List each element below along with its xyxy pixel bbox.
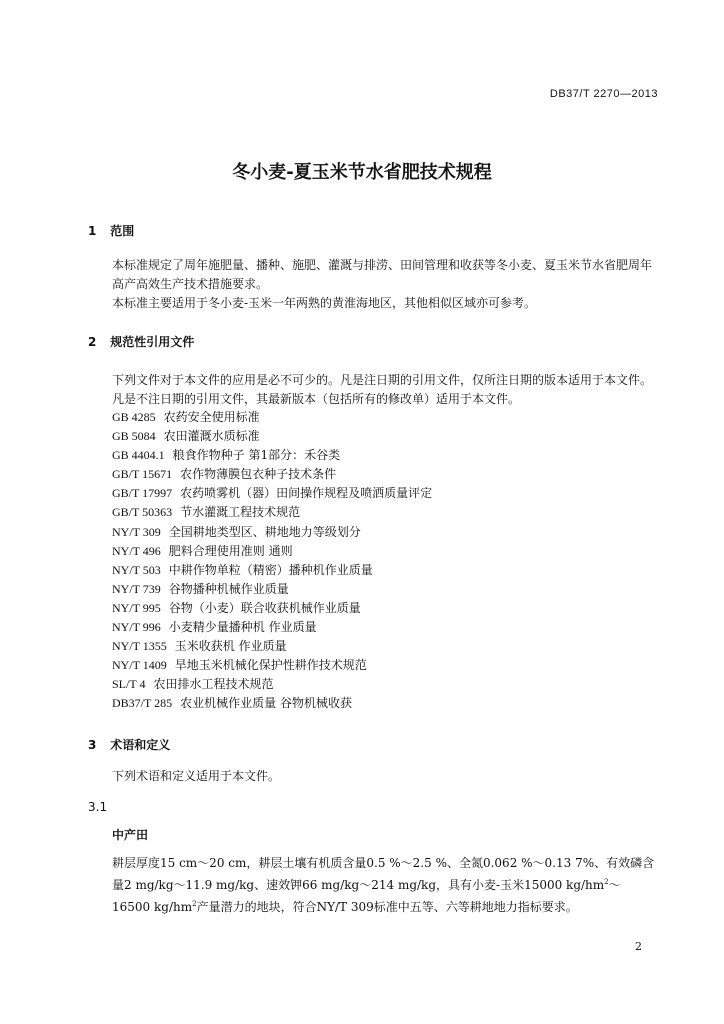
reference-item <box>112 656 432 675</box>
reference-title: 肥料合理使用准则 通则 <box>168 543 293 558</box>
section-3-intro <box>88 767 656 786</box>
reference-code: GB/T 50363 <box>112 505 173 520</box>
paragraph-text: 下列文件对于本文件的应用是必不可少的。凡是注日期的引用文件，仅所注日期的版本适用于本文件。凡是不注日期的引用文件，其最新版本（包括所有的修改单）适用于本文件。 <box>112 373 653 406</box>
definition-part: 产量潜力的地块，符合NY/T 309标准中五等、六等耕地地力指标要求。 <box>196 900 578 914</box>
section-1-paragraph-2 <box>88 294 656 313</box>
reference-item <box>112 694 432 713</box>
reference-code: NY/T 739 <box>112 581 161 596</box>
reference-item <box>112 427 432 446</box>
reference-title: 农作物薄膜包衣种子技术条件 <box>180 467 337 482</box>
reference-item <box>112 484 432 503</box>
reference-title: 农田灌溉水质标准 <box>163 429 260 444</box>
reference-title: 谷物（小麦）联合收获机械作业质量 <box>168 600 361 615</box>
superscript: 2 <box>192 900 197 908</box>
reference-title: 农田排水工程技术规范 <box>153 677 274 692</box>
definition-part: 耕层厚度15 cm～20 cm，耕层土壤有机质含量0.5 %～2.5 %、全氮0.062 %～0.13 7%、有效磷含量2 mg/kg～11.9 mg/kg、速效钾66 mg/kg～214 mg/kg，具有小麦-玉米15000 kg/hm <box>112 856 655 892</box>
reference-code: NY/T 503 <box>112 562 161 577</box>
section-1-heading <box>88 222 134 239</box>
section-number: 2 <box>88 335 97 349</box>
subsection-number: 3.1 <box>88 800 108 814</box>
term-heading: 中产田 <box>112 828 149 842</box>
reference-code: NY/T 309 <box>112 524 161 539</box>
reference-item <box>112 465 432 484</box>
reference-code: NY/T 1355 <box>112 639 167 654</box>
reference-code: GB/T 17997 <box>112 486 173 501</box>
reference-item <box>112 599 432 618</box>
paragraph-text: 下列术语和定义适用于本文件。 <box>112 769 281 783</box>
standard-code: DB37/T 2270—2013 <box>549 88 658 100</box>
normative-references-list <box>112 408 432 714</box>
reference-code: NY/T 995 <box>112 600 161 615</box>
reference-title: 农药安全使用标准 <box>163 410 260 424</box>
reference-item <box>112 503 432 522</box>
reference-item <box>112 675 432 694</box>
reference-item <box>112 618 432 637</box>
section-title: 规范性引用文件 <box>110 335 195 349</box>
reference-code: GB 4285 <box>112 410 156 424</box>
reference-code: SL/T 4 <box>112 677 146 692</box>
reference-title: 中耕作物单粒（精密）播种机作业质量 <box>168 562 373 577</box>
reference-title: 小麦精少量播种机 作业质量 <box>168 620 317 635</box>
superscript: 2 <box>604 878 609 886</box>
paragraph-text: 本标准规定了周年施肥量、播种、施肥、灌溉与排涝、田间管理和收获等冬小麦、夏玉米节水省肥周年高产高效生产技术措施要求。 <box>112 258 653 291</box>
section-title: 术语和定义 <box>110 738 171 752</box>
reference-title: 谷物播种机械作业质量 <box>168 581 289 596</box>
document-title: 冬小麦-夏玉米节水省肥技术规程 <box>232 162 492 183</box>
paragraph-text <box>88 854 656 917</box>
section-title: 范围 <box>110 224 135 238</box>
paragraph-text: 本标准主要适用于冬小麦-玉米一年两熟的黄淮海地区，其他相似区域亦可参考。 <box>112 296 537 310</box>
section-2-heading <box>88 333 194 350</box>
reference-title: 粮食作物种子 第1部分：禾谷类 <box>172 448 341 463</box>
page-number: 2 <box>635 940 642 953</box>
reference-code: GB 4404.1 <box>112 448 165 463</box>
reference-item <box>112 446 432 465</box>
reference-item <box>112 580 432 599</box>
section-3-heading <box>88 736 170 753</box>
term-definition <box>88 854 656 917</box>
reference-code: DB37/T 285 <box>112 696 173 711</box>
reference-title: 农业机械作业质量 谷物机械收获 <box>180 696 352 711</box>
reference-code: NY/T 1409 <box>112 658 167 673</box>
definition-part: ～16500 kg/hm <box>112 878 621 914</box>
reference-code: GB 5084 <box>112 429 156 444</box>
reference-code: NY/T 496 <box>112 543 161 558</box>
reference-item <box>112 523 432 542</box>
reference-title: 玉米收获机 作业质量 <box>174 639 287 654</box>
section-2-intro <box>88 371 656 409</box>
reference-item <box>112 637 432 656</box>
reference-title: 节水灌溉工程技术规范 <box>180 505 301 520</box>
section-number: 1 <box>88 224 97 238</box>
section-1-paragraph-1 <box>88 256 656 294</box>
reference-title: 农药喷雾机（器）田间操作规程及喷洒质量评定 <box>180 486 433 501</box>
reference-item <box>112 408 432 427</box>
reference-item <box>112 542 432 561</box>
reference-title: 全国耕地类型区、耕地地力等级划分 <box>168 524 361 539</box>
reference-title: 旱地玉米机械化保护性耕作技术规范 <box>174 658 367 673</box>
section-number: 3 <box>88 738 97 752</box>
reference-code: NY/T 996 <box>112 620 161 635</box>
reference-code: GB/T 15671 <box>112 467 173 482</box>
reference-item <box>112 561 432 580</box>
